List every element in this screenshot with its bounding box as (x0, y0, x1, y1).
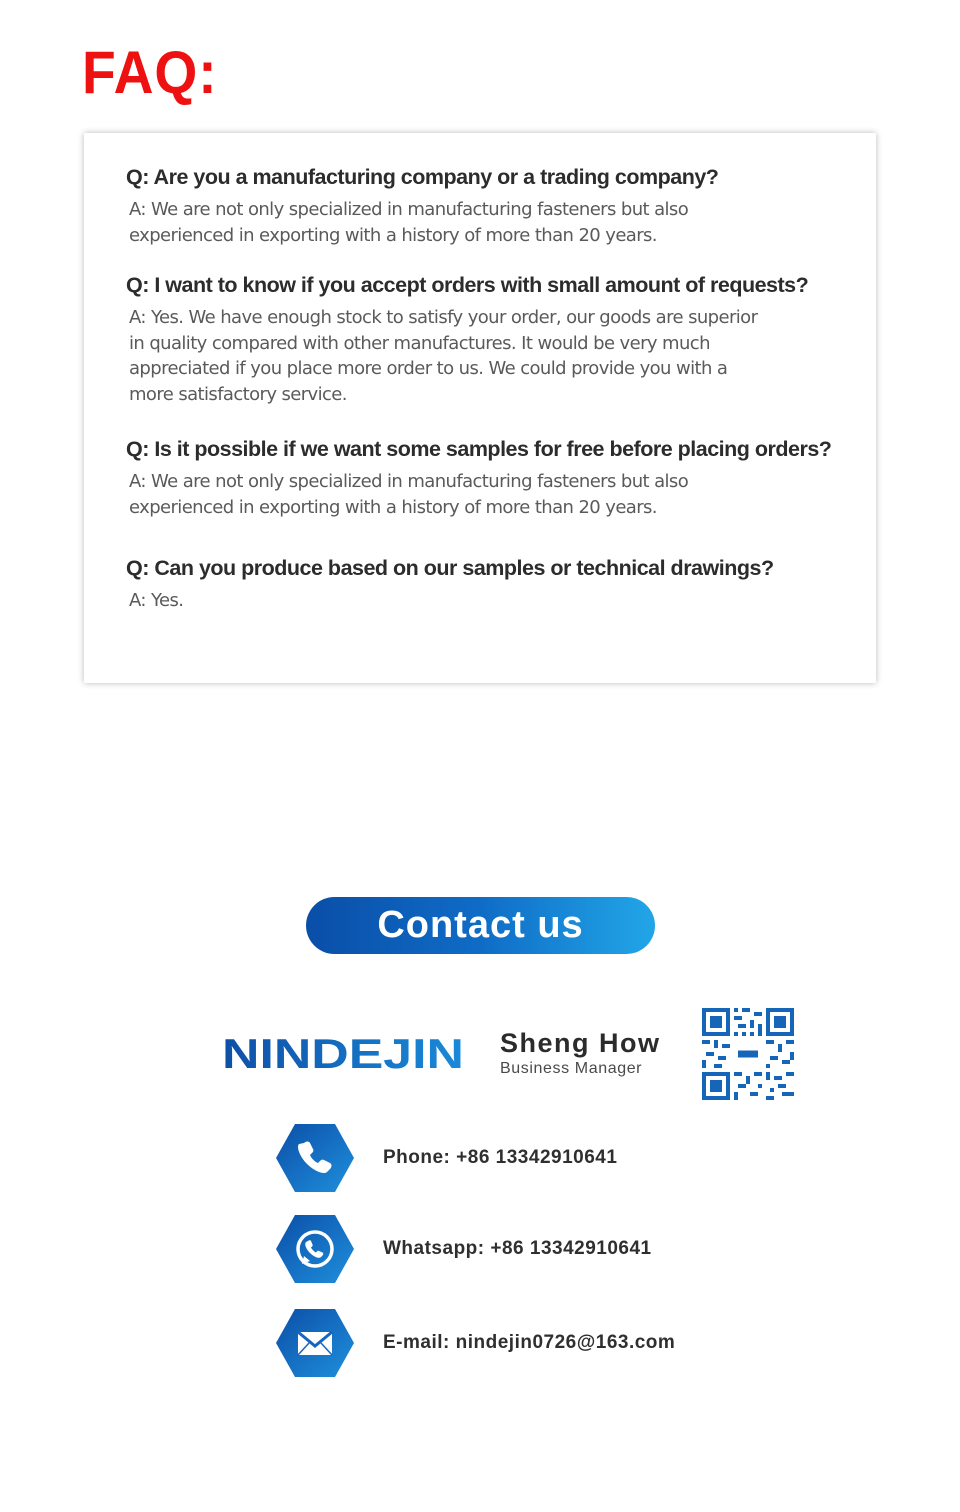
email-icon[interactable] (276, 1308, 354, 1378)
faq-card (84, 133, 876, 683)
contact-person-role: Business Manager (500, 1060, 643, 1077)
brand-wordmark: NINDEJIN (222, 1030, 464, 1074)
contact-person-name: Sheng How (500, 1028, 661, 1058)
whatsapp-icon[interactable] (276, 1214, 354, 1284)
contact-us-banner: Contact us (306, 897, 655, 954)
faq-answer: A: Yes. We have enough stock to satisfy your order, our goods are superior in quality compared with other manufactures. It would be very much appreciated if you place more order to us. We could provide you with a more satisfactory service. (129, 307, 758, 405)
contact-whatsapp-text[interactable]: Whatsapp: +86 13342910641 (383, 1238, 652, 1259)
faq-question: Q: Are you a manufacturing company or a trading company? (126, 165, 719, 189)
contact-row-whatsapp (276, 1214, 776, 1284)
faq-item (126, 272, 846, 407)
phone-icon[interactable] (276, 1123, 354, 1193)
faq-answer: A: We are not only specialized in manufacturing fasteners but also experienced in exporting with a history of more than 20 years. (129, 471, 689, 518)
faq-title: FAQ: (82, 39, 218, 106)
faq-item (126, 436, 846, 520)
faq-question: Q: I want to know if you accept orders with small amount of requests? (126, 273, 809, 297)
contact-phone-text[interactable]: Phone: +86 13342910641 (383, 1147, 618, 1168)
faq-answer: A: Yes. (129, 590, 184, 611)
contact-row-phone (276, 1123, 776, 1193)
faq-question: Q: Is it possible if we want some samples for free before placing orders? (126, 437, 832, 461)
contact-row-email (276, 1308, 776, 1378)
faq-item (126, 164, 846, 248)
faq-question: Q: Can you produce based on our samples or technical drawings? (126, 556, 774, 580)
qr-code[interactable] (702, 1008, 794, 1100)
nindejin-logo (222, 1030, 466, 1074)
contact-email-text[interactable]: E-mail: nindejin0726@163.com (383, 1332, 676, 1353)
faq-item (126, 555, 846, 614)
faq-answer: A: We are not only specialized in manufacturing fasteners but also experienced in exporting with a history of more than 20 years. (129, 199, 689, 246)
